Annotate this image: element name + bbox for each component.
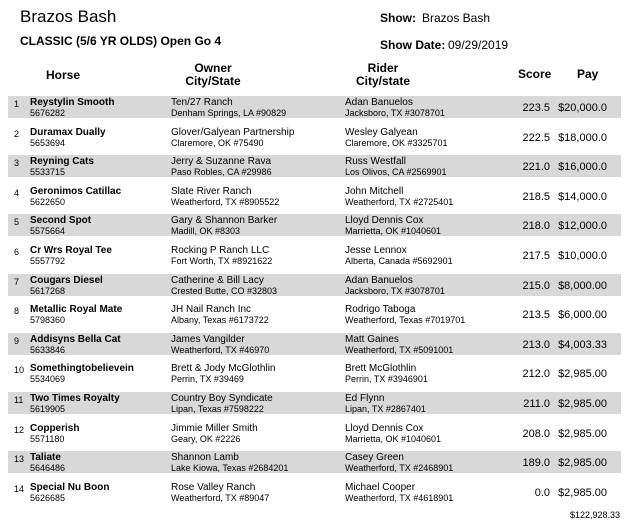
rider-city-state: Los Olivos, CA #2569901 (345, 167, 447, 177)
horse-name: Second Spot (30, 215, 92, 226)
rider-name: Jesse Lennox (345, 245, 407, 256)
pay-amount: $18,000.0 (558, 132, 607, 144)
pay-amount: $8,000.00 (558, 280, 607, 292)
registration-number: 5646486 (30, 463, 66, 473)
score-value: 189.0 (522, 457, 550, 469)
place-number: 12 (14, 425, 25, 435)
show-value: Brazos Bash (422, 11, 491, 25)
pay-amount: $6,000.00 (558, 309, 607, 321)
registration-number: 5619905 (30, 404, 66, 414)
place-number: 5 (14, 217, 20, 227)
score-value: 215.0 (522, 280, 550, 292)
owner-city-state: Weatherford, TX #8905522 (171, 197, 280, 207)
registration-number: 5571180 (30, 434, 65, 444)
rider-city-state: Weatherford, TX #2725401 (345, 197, 454, 207)
horse-name: Special Nu Boon (30, 482, 110, 493)
rider-city-state: Weatherford, TX #5091001 (345, 345, 454, 355)
registration-number: 5622650 (30, 197, 66, 207)
horse-name: Two Times Royalty (30, 393, 120, 404)
rider-name: Adan Banuelos (345, 275, 413, 286)
score-value: 218.0 (522, 220, 550, 232)
owner-name: Gary & Shannon Barker (171, 215, 278, 226)
score-value: 222.5 (522, 132, 550, 144)
pay-amount: $12,000.0 (558, 220, 607, 232)
pay-amount: $10,000.0 (558, 250, 607, 262)
place-number: 8 (14, 306, 20, 316)
place-number: 10 (14, 365, 25, 375)
owner-name: Ten/27 Ranch (171, 97, 233, 108)
owner-name: Jerry & Suzanne Rava (171, 156, 272, 167)
registration-number: 5676282 (30, 108, 66, 118)
table-row (8, 155, 621, 177)
table-row (8, 274, 621, 296)
table-row (8, 392, 621, 414)
owner-city-state: Weatherford, TX #46970 (171, 345, 270, 355)
place-number: 9 (14, 336, 20, 346)
registration-number: 5626685 (30, 493, 66, 503)
col-header-rider (340, 62, 426, 88)
class-name: CLASSIC (5/6 YR OLDS) Open Go 4 (20, 34, 222, 48)
horse-name: Reystylin Smooth (30, 97, 115, 108)
owner-name: James Vangilder (171, 334, 245, 345)
horse-name: Cougars Diesel (30, 275, 103, 286)
col-header-rider-line1: Rider (367, 61, 399, 75)
owner-name: Catherine & Bill Lacy (171, 275, 264, 286)
owner-city-state: Lake Kiowa, Texas #2684201 (171, 463, 289, 473)
rider-name: Russ Westfall (345, 156, 406, 167)
place-number: 3 (14, 158, 20, 168)
table-row (8, 451, 621, 473)
table-row (8, 126, 621, 148)
horse-name: Duramax Dually (30, 127, 106, 138)
rider-name: Casey Green (345, 452, 404, 463)
pay-amount: $20,000.0 (558, 102, 607, 114)
owner-city-state: Weatherford, TX #89047 (171, 493, 270, 503)
score-value: 212.0 (522, 368, 550, 380)
pay-amount: $16,000.0 (558, 161, 607, 173)
registration-number: 5798360 (30, 315, 66, 325)
place-number: 7 (14, 277, 20, 287)
horse-name: Geronimos Catillac (30, 186, 122, 197)
score-value: 213.5 (522, 309, 550, 321)
rider-name: Michael Cooper (345, 482, 416, 493)
rider-name: Wesley Galyean (345, 127, 418, 138)
rider-city-state: Jacksboro, TX #3078701 (345, 286, 445, 296)
pay-amount: $2,985.00 (558, 457, 607, 469)
col-header-score: Score (518, 67, 552, 81)
horse-name: Reyning Cats (30, 156, 94, 167)
owner-city-state: Lipan, Texas #7598222 (171, 404, 264, 414)
owner-name: Rocking P Ranch LLC (171, 245, 270, 256)
col-header-owner (170, 62, 256, 88)
horse-name: Cr Wrs Royal Tee (30, 245, 112, 256)
horse-name: Somethingtobelievein (30, 363, 134, 374)
place-number: 6 (14, 247, 20, 257)
owner-name: Rose Valley Ranch (171, 482, 256, 493)
table-row (8, 244, 621, 266)
rider-name: Lloyd Dennis Cox (345, 423, 424, 434)
rider-city-state: Weatherford, TX #2468901 (345, 463, 454, 473)
pay-amount: $14,000.0 (558, 191, 607, 203)
horse-name: Taliate (30, 452, 61, 463)
table-row (8, 303, 621, 325)
col-header-rider-line2: City/state (355, 74, 411, 88)
col-header-pay: Pay (577, 67, 599, 81)
pay-amount: $2,985.00 (558, 428, 607, 440)
table-row (8, 422, 621, 444)
table-row (8, 185, 621, 207)
score-value: 211.0 (523, 398, 550, 410)
rider-city-state: Claremore, OK #3325701 (345, 138, 448, 148)
score-value: 0.0 (534, 487, 550, 499)
pay-amount: $2,985.00 (558, 368, 607, 380)
owner-name: Slate River Ranch (171, 186, 252, 197)
rider-name: John Mitchell (345, 186, 404, 197)
score-value: 213.0 (522, 339, 550, 351)
rider-city-state: Marrietta, OK #1040601 (345, 434, 442, 444)
rider-name: Matt Gaines (345, 334, 399, 345)
place-number: 13 (14, 454, 25, 464)
owner-city-state: Perrin, TX #39469 (171, 374, 244, 384)
owner-city-state: Albany, Texas #6173722 (171, 315, 269, 325)
owner-name: Brett & Jody McGlothlin (171, 363, 276, 374)
show-date-label: Show Date: (380, 38, 446, 52)
place-number: 14 (14, 484, 25, 494)
table-row (8, 481, 621, 503)
pay-amount: $2,985.00 (558, 487, 607, 499)
rider-city-state: Alberta, Canada #5692901 (345, 256, 453, 266)
rider-city-state: Weatherford, TX #4618901 (345, 493, 454, 503)
score-value: 208.0 (522, 428, 550, 440)
show-date-value: 09/29/2019 (448, 38, 509, 52)
registration-number: 5533715 (30, 167, 66, 177)
owner-city-state: Paso Robles, CA #29986 (171, 167, 272, 177)
rider-name: Lloyd Dennis Cox (345, 215, 424, 226)
score-value: 218.5 (522, 191, 550, 203)
place-number: 11 (14, 395, 24, 405)
rider-city-state: Jacksboro, TX #3078701 (345, 108, 445, 118)
show-label: Show: (380, 11, 416, 25)
horse-name: Addisyns Bella Cat (30, 334, 121, 345)
score-value: 223.5 (522, 102, 550, 114)
col-header-owner-line1: Owner (194, 61, 232, 75)
registration-number: 5617268 (30, 286, 66, 296)
score-value: 221.0 (522, 161, 550, 173)
pay-amount: $2,985.00 (558, 398, 607, 410)
rider-city-state: Perrin, TX #3946901 (345, 374, 428, 384)
score-value: 217.5 (522, 250, 550, 262)
rider-city-state: Weatherford, Texas #7019701 (345, 315, 466, 325)
registration-number: 5557792 (30, 256, 66, 266)
rider-name: Rodrigo Taboga (345, 304, 416, 315)
place-number: 2 (14, 129, 20, 139)
place-number: 4 (14, 188, 20, 198)
registration-number: 5633846 (30, 345, 66, 355)
owner-name: Glover/Galyean Partnership (171, 127, 295, 138)
registration-number: 5653694 (30, 138, 66, 148)
pay-amount: $4,003.33 (558, 339, 607, 351)
owner-name: Country Boy Syndicate (171, 393, 273, 404)
registration-number: 5534069 (30, 374, 66, 384)
table-row (8, 214, 621, 236)
owner-city-state: Crested Butte, CO #32803 (171, 286, 278, 296)
rider-name: Ed Flynn (345, 393, 385, 404)
owner-name: JH Nail Ranch Inc (171, 304, 252, 315)
owner-city-state: Denham Springs, LA #90829 (171, 108, 287, 118)
rider-city-state: Lipan, TX #2867401 (345, 404, 426, 414)
col-header-horse: Horse (46, 68, 81, 82)
rider-name: Adan Banuelos (345, 97, 413, 108)
owner-name: Jimmie Miller Smith (171, 423, 258, 434)
owner-name: Shannon Lamb (171, 452, 239, 463)
table-row (8, 96, 621, 118)
table-row (8, 333, 621, 355)
rider-city-state: Marrietta, OK #1040601 (345, 226, 442, 236)
rider-name: Brett McGlothlin (345, 363, 417, 374)
horse-name: Metallic Royal Mate (30, 304, 123, 315)
total-pay: $122,928.33 (569, 510, 620, 520)
owner-city-state: Claremore, OK #75490 (171, 138, 264, 148)
place-number: 1 (14, 99, 20, 109)
report-title: Brazos Bash (20, 7, 117, 26)
horse-name: Copperish (30, 423, 80, 434)
registration-number: 5575664 (30, 226, 66, 236)
table-row (8, 362, 621, 384)
owner-city-state: Geary, OK #2226 (171, 434, 241, 444)
owner-city-state: Madill, OK #8303 (171, 226, 241, 236)
col-header-owner-line2: City/State (185, 74, 241, 88)
owner-city-state: Fort Worth, TX #8921622 (171, 256, 273, 266)
